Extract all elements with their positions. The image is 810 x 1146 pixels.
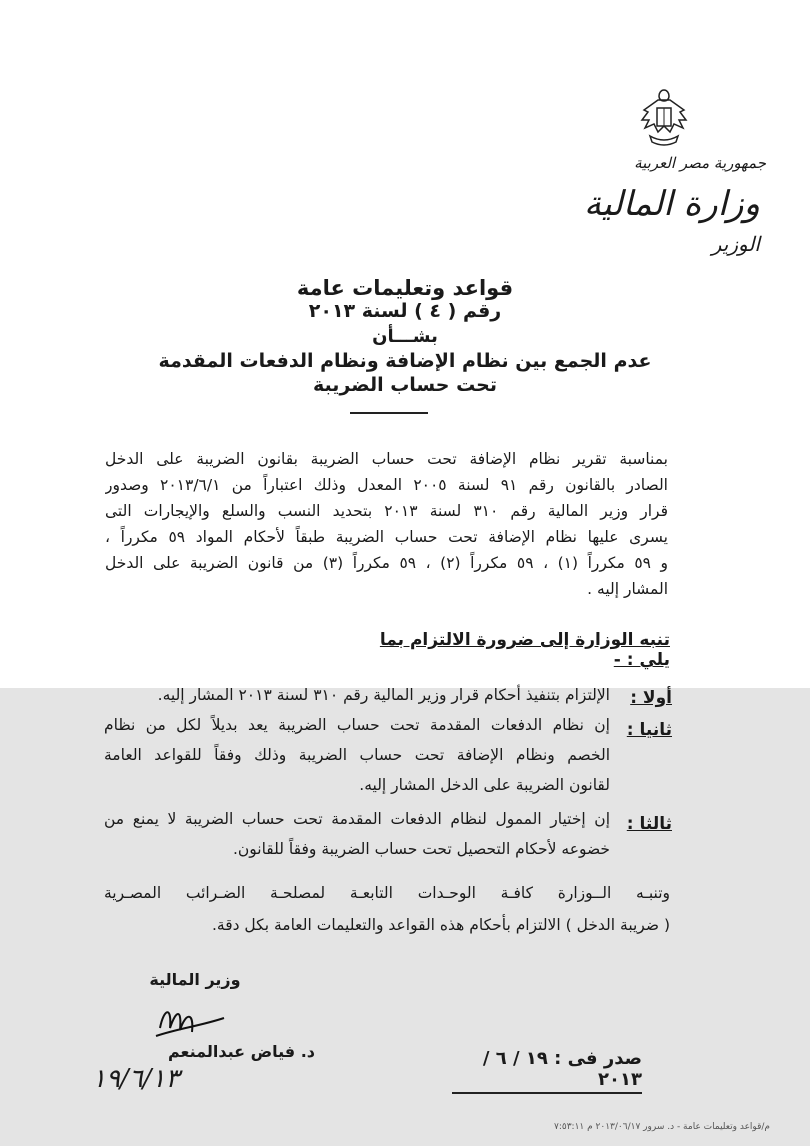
- item-label-first: أولا :: [630, 688, 672, 708]
- notice-heading: تنبه الوزارة إلى ضرورة الالتزام بما يلي : -: [379, 630, 670, 670]
- item-line: خضوعه لأحكام التحصيل تحت حساب الضريبة وفقاً للقانون.: [232, 840, 610, 858]
- document-subject: عدم الجمع بين نظام الإضافة ونظام الدفعات المقدمة: [158, 350, 652, 372]
- intro-paragraph: [105, 446, 668, 602]
- item-third: [104, 804, 610, 864]
- title-divider: [350, 412, 428, 414]
- document-regarding: بشـــأن: [372, 326, 438, 347]
- intro-line: قرار وزير المالية رقم ٣١٠ لسنة ٢٠١٣ بتحديد النسب والسلع والإيجارات التى: [105, 502, 668, 520]
- header-republic: جمهورية مصر العربية: [634, 154, 766, 172]
- intro-line: يسرى عليها نظام الإضافة تحت حساب الضريبة طبقاً لأحكام المواد ٥٩ مكرراً ،: [105, 528, 668, 546]
- item-line: إن إختيار الممول لنظام الدفعات المقدمة تحت حساب الضريبة لا يمنع من: [104, 810, 610, 828]
- header-minister: الوزير: [711, 232, 760, 256]
- handwritten-date: ١٩/٦/١٣: [92, 1064, 180, 1094]
- document-title: قواعد وتعليمات عامة: [296, 276, 514, 300]
- handwritten-signature-icon: [150, 998, 230, 1042]
- intro-line: بمناسبة تقرير نظام الإضافة تحت حساب الضريبة بقانون الضريبة على الدخل: [105, 450, 668, 468]
- item-line: إن نظام الدفعات المقدمة تحت حساب الضريبة يعد بديلاً لكل من نظام: [104, 716, 610, 734]
- issue-date: صدر فى : ١٩ / ٦ / ٢٠١٣: [452, 1048, 642, 1094]
- eagle-emblem-icon: [640, 88, 688, 150]
- item-line: الإلتزام بتنفيذ أحكام قرار وزير المالية رقم ٣١٠ لسنة ٢٠١٣ المشار إليه.: [157, 686, 610, 704]
- closing-line: وتنبـه الــوزارة كافـة الوحـدات التابعـة لمصلحـة الضـرائب المصـرية: [104, 884, 670, 902]
- intro-line: و ٥٩ مكرراً (١) ، ٥٩ مكرراً (٢) ، ٥٩ مكرراً (٣) من قانون الضريبة على الدخل: [105, 554, 668, 572]
- item-line: لقانون الضريبة على الدخل المشار إليه.: [359, 776, 610, 794]
- document-subject-2: تحت حساب الضريبة: [312, 374, 498, 396]
- closing-line: ( ضريبة الدخل ) الالتزام بأحكام هذه القواعد والتعليمات العامة بكل دقة.: [211, 916, 670, 934]
- signatory-name: د. فياض عبدالمنعم: [168, 1042, 315, 1061]
- closing-paragraph: [104, 876, 670, 940]
- item-first: [104, 682, 610, 708]
- intro-line: الصادر بالقانون رقم ٩١ لسنة ٢٠٠٥ المعدل وذلك اعتباراً من ٢٠١٣/٦/١ وصدور: [105, 476, 668, 494]
- item-second: [104, 710, 610, 800]
- document-number: رقم ( ٤ ) لسنة ٢٠١٣: [308, 300, 502, 322]
- item-label-third: ثالثا :: [626, 814, 672, 834]
- intro-line: المشار إليه .: [587, 580, 668, 598]
- item-label-second: ثانيا :: [626, 720, 672, 740]
- item-line: الخصم ونظام الإضافة تحت حساب الضريبة وذلك وفقاً للقواعد العامة: [104, 746, 610, 764]
- signature-title: وزير المالية: [149, 970, 241, 989]
- document-footer: م/قواعد وتعليمات عامة - د. سرور ٢٠١٣/٠٦/١٧ م ٧:٥٣:١١: [554, 1122, 770, 1132]
- header-ministry: وزارة المالية: [584, 184, 760, 224]
